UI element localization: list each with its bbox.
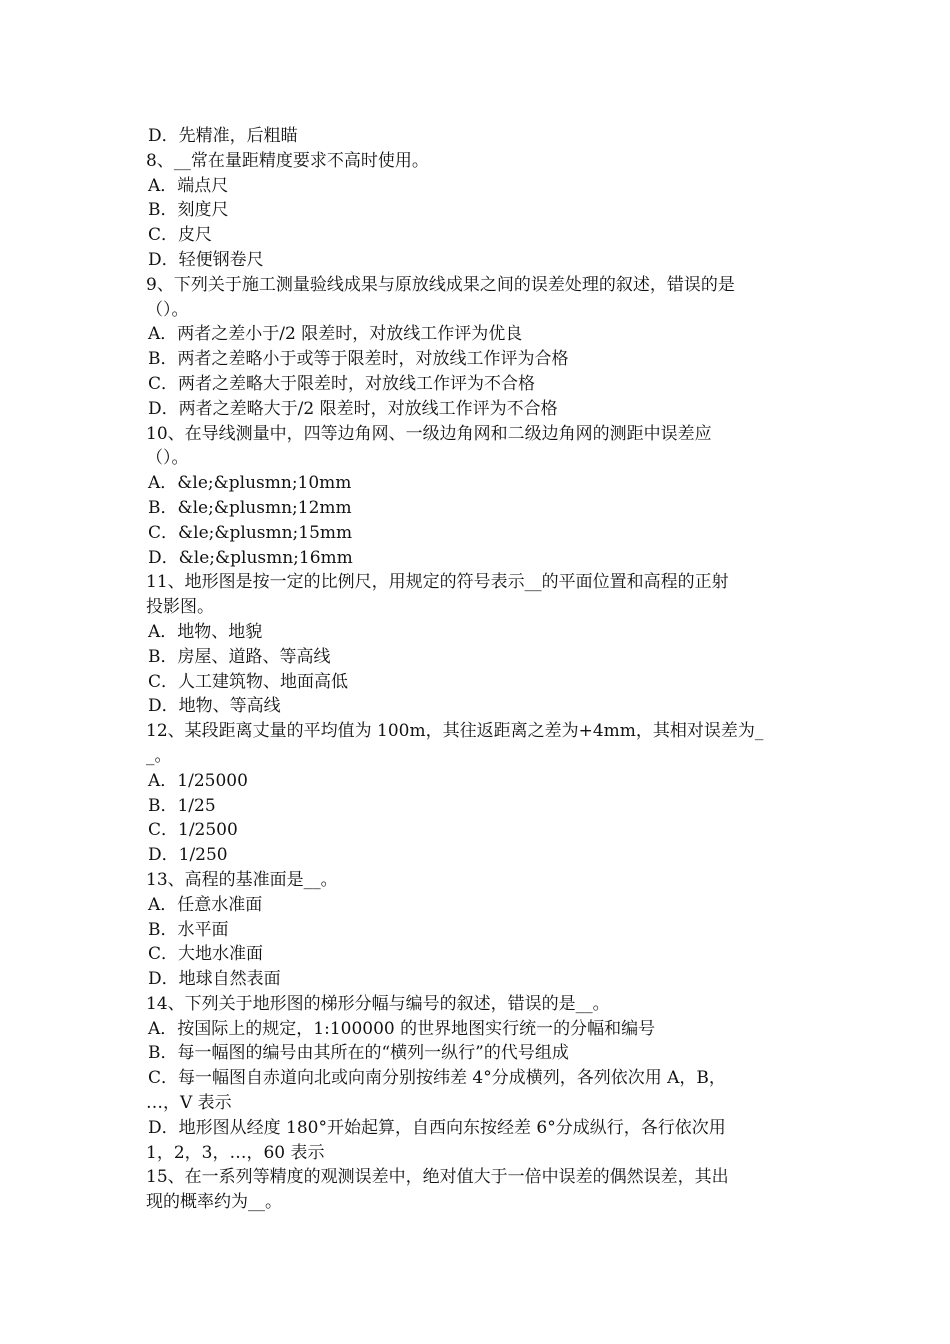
- answer-option-line: C．&le;&plusmn;15mm: [148, 522, 353, 543]
- question-text-line: 投影图。: [146, 597, 214, 618]
- question-text-line: 8、__常在量距精度要求不高时使用。: [146, 150, 429, 171]
- question-text-line: 15、在一系列等精度的观测误差中，绝对值大于一倍中误差的偶然误差，其出: [146, 1167, 729, 1188]
- answer-option-line: A．按国际上的规定，1:100000 的世界地图实行统一的分幅和编号: [148, 1018, 656, 1039]
- question-text-line: 9、下列关于施工测量验线成果与原放线成果之间的误差处理的叙述，错误的是: [146, 274, 735, 295]
- document-page: [146, 124, 810, 1215]
- answer-option-line: B．每一幅图的编号由其所在的“横列一纵行”的代号组成: [148, 1043, 569, 1064]
- answer-option-line: A．任意水准面: [148, 894, 263, 915]
- question-text-line: 11、地形图是按一定的比例尺，用规定的符号表示__的平面位置和高程的正射: [146, 572, 729, 593]
- answer-option-line: B．水平面: [148, 919, 229, 940]
- question-text-line: …，V 表示: [146, 1093, 232, 1114]
- answer-option-line: C．两者之差略大于限差时，对放线工作评为不合格: [148, 373, 536, 394]
- answer-option-line: C．皮尺: [148, 225, 213, 246]
- answer-option-line: D．轻便钢卷尺: [148, 249, 264, 270]
- answer-option-line: B．房屋、道路、等高线: [148, 646, 331, 667]
- answer-option-line: A．端点尺: [148, 175, 229, 196]
- answer-option-line: D．地物、等高线: [148, 696, 281, 717]
- answer-option-line: A．&le;&plusmn;10mm: [148, 473, 352, 494]
- answer-option-line: D．1/250: [148, 845, 228, 866]
- question-text-line: 13、高程的基准面是__。: [146, 869, 338, 890]
- question-text-line: 10、在导线测量中，四等边角网、一级边角网和二级边角网的测距中误差应: [146, 423, 712, 444]
- answer-option-line: A．地物、地貌: [148, 621, 263, 642]
- answer-option-line: D．两者之差略大于/2 限差时，对放线工作评为不合格: [148, 398, 558, 419]
- question-text-line: 12、某段距离丈量的平均值为 100m，其往返距离之差为+4mm，其相对误差为_: [146, 721, 764, 742]
- answer-option-line: C．人工建筑物、地面高低: [148, 671, 349, 692]
- question-text-line: （）。: [146, 448, 189, 469]
- answer-option-line: C．1/2500: [148, 820, 238, 841]
- question-text-line: （）。: [146, 299, 189, 320]
- answer-option-line: B．1/25: [148, 795, 216, 816]
- answer-option-line: D．先精准，后粗瞄: [148, 126, 298, 146]
- answer-option-line: C．每一幅图自赤道向北或向南分别按纬差 4°分成横列，各列依次用 A，B，: [148, 1068, 726, 1089]
- answer-option-line: B．刻度尺: [148, 200, 229, 221]
- answer-option-line: D．地形图从经度 180°开始起算，自西向东按经差 6°分成纵行，各行依次用: [148, 1117, 726, 1138]
- question-text-line: 14、下列关于地形图的梯形分幅与编号的叙述，错误的是__。: [146, 993, 610, 1014]
- answer-option-line: A．两者之差小于/2 限差时，对放线工作评为优良: [148, 324, 523, 345]
- question-text-line: 现的概率约为__。: [146, 1192, 282, 1213]
- answer-option-line: B．&le;&plusmn;12mm: [148, 497, 352, 518]
- answer-option-line: B．两者之差略小于或等于限差时，对放线工作评为合格: [148, 349, 569, 370]
- answer-option-line: D．&le;&plusmn;16mm: [148, 547, 353, 568]
- answer-option-line: C．大地水准面: [148, 944, 264, 965]
- answer-option-line: D．地球自然表面: [148, 969, 281, 990]
- question-text-line: 1，2，3，…，60 表示: [146, 1142, 325, 1163]
- question-text-line: _。: [146, 745, 172, 766]
- answer-option-line: A．1/25000: [148, 770, 248, 791]
